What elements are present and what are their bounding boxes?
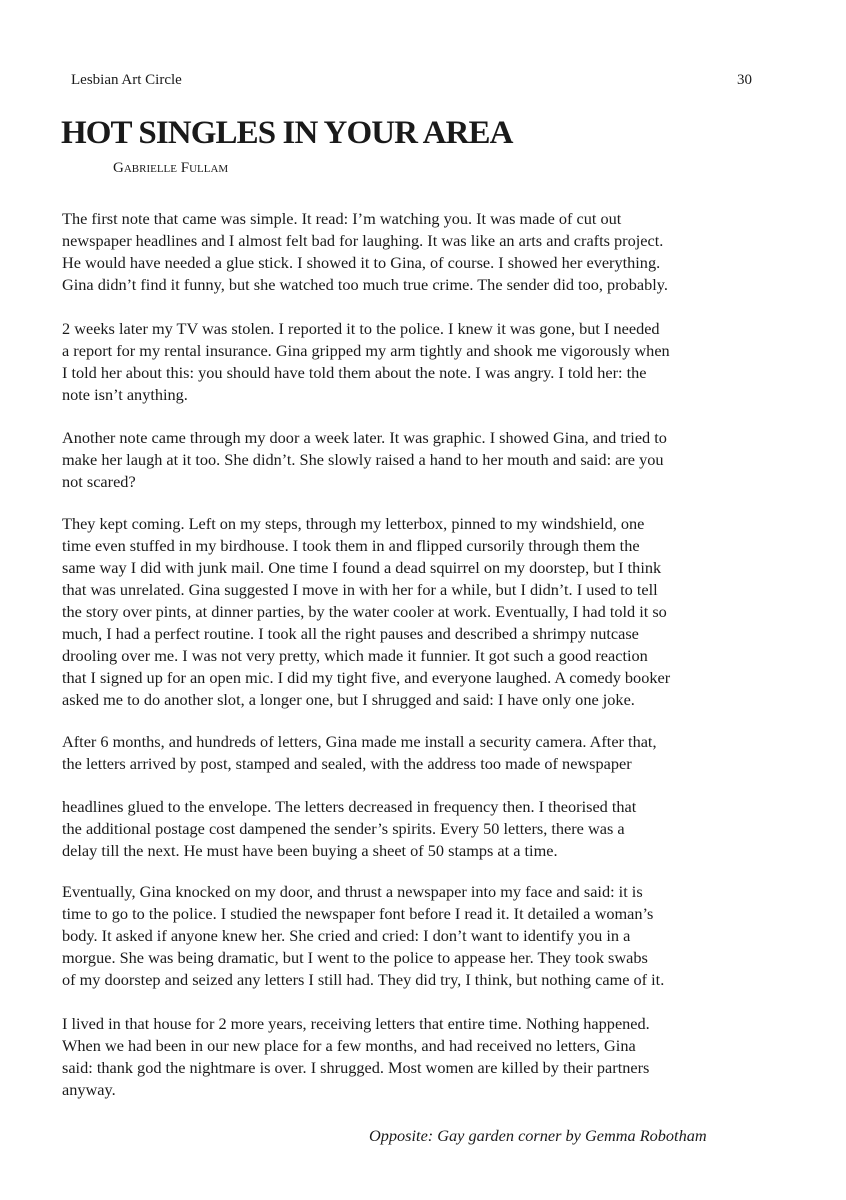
text-line: Eventually, Gina knocked on my door, and thrust a newspaper into my face and said: it is xyxy=(62,882,643,901)
publication-name: Lesbian Art Circle xyxy=(71,72,182,88)
paragraph xyxy=(62,208,762,296)
text-line: body. It asked if anyone knew her. She cried and cried: I don’t want to identify you in a xyxy=(62,926,631,945)
paragraph xyxy=(62,318,762,406)
text-line: that was unrelated. Gina suggested I move in with her for a while, but I didn’t. I used to tell xyxy=(62,580,658,599)
text-line: a report for my rental insurance. Gina gripped my arm tightly and shook me vigorously when xyxy=(62,341,670,360)
paragraph xyxy=(62,513,762,711)
text-line: When we had been in our new place for a few months, and had received no letters, Gina xyxy=(62,1036,636,1055)
text-line: drooling over me. I was not very pretty, which made it funnier. It got such a good reaction xyxy=(62,646,648,665)
text-line: that I signed up for an open mic. I did my tight five, and everyone laughed. A comedy booker xyxy=(62,668,671,687)
text-line: headlines glued to the envelope. The letters decreased in frequency then. I theorised that xyxy=(62,797,637,816)
text-line: same way I did with junk mail. One time I found a dead squirrel on my doorstep, but I think xyxy=(62,558,662,577)
text-line: newspaper headlines and I almost felt bad for laughing. It was like an arts and crafts project. xyxy=(62,231,664,250)
text-line: He would have needed a glue stick. I showed it to Gina, of course. I showed her everything. xyxy=(62,253,661,272)
text-line: not scared? xyxy=(62,472,136,491)
paragraph xyxy=(62,796,762,862)
article-title: HOT SINGLES IN YOUR AREA xyxy=(61,115,513,151)
text-line: note isn’t anything. xyxy=(62,385,188,404)
text-line: anyway. xyxy=(62,1080,116,1099)
text-line: morgue. She was being dramatic, but I went to the police to appease her. They took swabs xyxy=(62,948,648,967)
text-line: much, I had a perfect routine. I took all the right pauses and described a shrimpy nutcase xyxy=(62,624,639,643)
paragraph xyxy=(62,427,762,493)
text-line: the story over pints, at dinner parties, by the water cooler at work. Eventually, I had told it so xyxy=(62,602,667,621)
paragraph xyxy=(62,1013,762,1101)
text-line: I told her about this: you should have told them about the note. I was angry. I told her: the xyxy=(62,363,647,382)
text-line: said: thank god the nightmare is over. I shrugged. Most women are killed by their partners xyxy=(62,1058,650,1077)
text-line: After 6 months, and hundreds of letters, Gina made me install a security camera. After that, xyxy=(62,732,657,751)
image-caption: Opposite: Gay garden corner by Gemma Robotham xyxy=(369,1126,707,1145)
page-number: 30 xyxy=(737,72,752,88)
text-line: time even stuffed in my birdhouse. I took them in and flipped cursorily through them the xyxy=(62,536,640,555)
text-line: The first note that came was simple. It read: I’m watching you. It was made of cut out xyxy=(62,209,622,228)
text-line: asked me to do another slot, a longer one, but I shrugged and said: I have only one joke. xyxy=(62,690,635,709)
text-line: time to go to the police. I studied the newspaper font before I read it. It detailed a woman’s xyxy=(62,904,654,923)
article-author: Gabrielle Fullam xyxy=(113,160,229,176)
paragraph xyxy=(62,731,762,775)
paragraph xyxy=(62,881,762,991)
text-line: Gina didn’t find it funny, but she watched too much true crime. The sender did too, probably. xyxy=(62,275,668,294)
text-line: make her laugh at it too. She didn’t. She slowly raised a hand to her mouth and said: are you xyxy=(62,450,664,469)
text-line: of my doorstep and seized any letters I still had. They did try, I think, but nothing came of it. xyxy=(62,970,665,989)
text-line: the additional postage cost dampened the sender’s spirits. Every 50 letters, there was a xyxy=(62,819,625,838)
text-line: I lived in that house for 2 more years, receiving letters that entire time. Nothing happened. xyxy=(62,1014,650,1033)
text-line: delay till the next. He must have been buying a sheet of 50 stamps at a time. xyxy=(62,841,558,860)
text-line: They kept coming. Left on my steps, through my letterbox, pinned to my windshield, one xyxy=(62,514,645,533)
text-line: 2 weeks later my TV was stolen. I reported it to the police. I knew it was gone, but I needed xyxy=(62,319,660,338)
text-line: the letters arrived by post, stamped and sealed, with the address too made of newspaper xyxy=(62,754,632,773)
text-line: Another note came through my door a week later. It was graphic. I showed Gina, and tried to xyxy=(62,428,667,447)
